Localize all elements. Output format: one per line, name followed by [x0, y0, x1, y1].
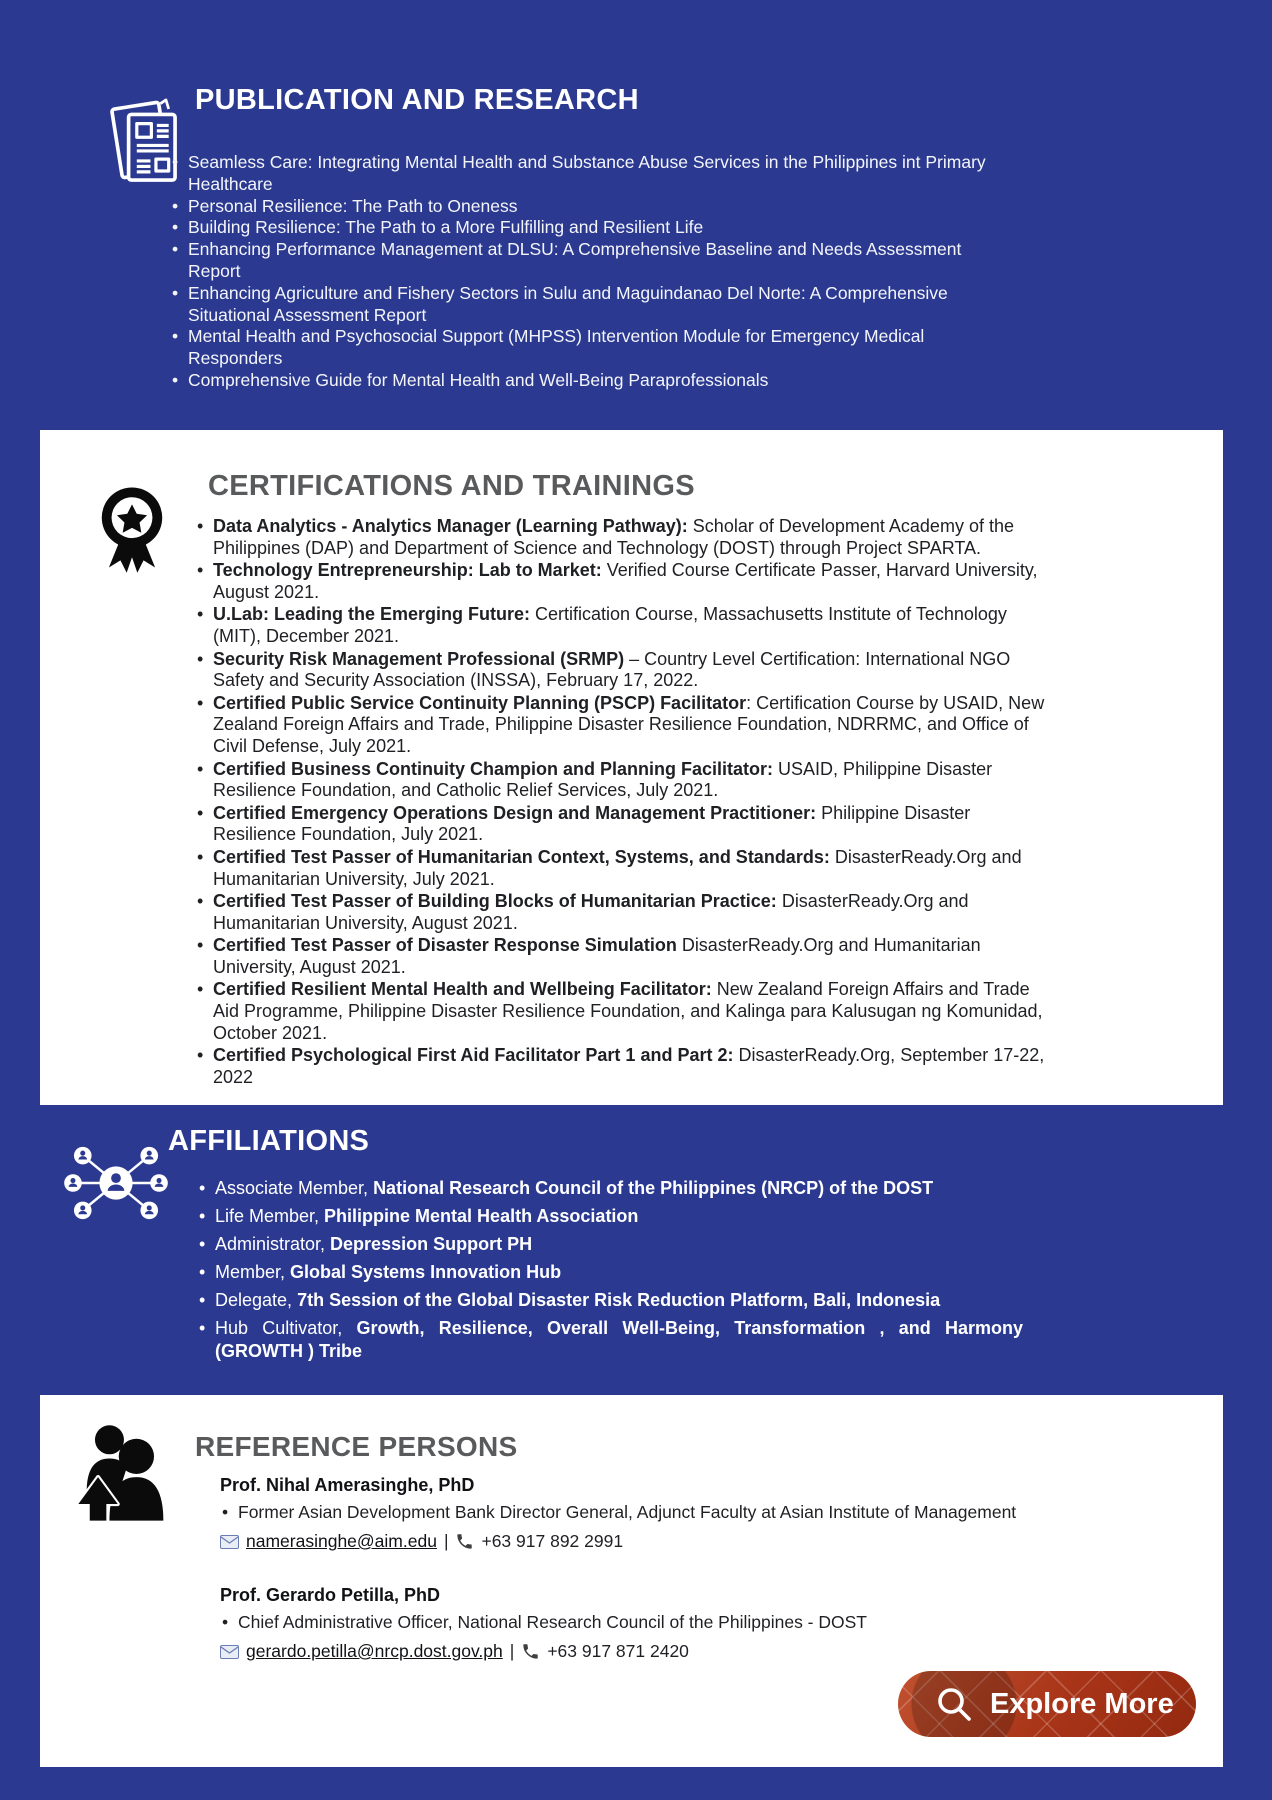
people-icon — [68, 1417, 182, 1531]
affiliation-item: • Associate Member, National Research Council of the Philippines (NRCP) of the DOST — [197, 1177, 1097, 1200]
publication-item: • Enhancing Agriculture and Fishery Sectors in Sulu and Maguindanao Del Norte: A Comprehensive Situational Assessment Report — [170, 283, 1018, 327]
affiliations-list — [197, 1177, 1097, 1368]
phone-number: +63 917 892 2991 — [481, 1531, 624, 1551]
certification-item: • Certified Test Passer of Humanitarian Context, Systems, and Standards: DisasterReady.Org and Humanitarian University, July 2021. — [195, 847, 1057, 890]
affiliation-item: • Life Member, Philippine Mental Health Association — [197, 1205, 1097, 1228]
person-name: Prof. Nihal Amerasinghe, PhD — [220, 1475, 475, 1495]
phone-icon — [521, 1642, 540, 1661]
award-ribbon-icon — [92, 480, 172, 582]
contact-separator: | — [443, 1531, 449, 1551]
explore-more-button[interactable] — [898, 1671, 1196, 1737]
certification-item: • Certified Business Continuity Champion and Planning Facilitator: USAID, Philippine Disaster Resilience Foundation, and Catholic Relief Services, July 2021. — [195, 759, 1057, 802]
certification-item: • Certified Public Service Continuity Planning (PSCP) Facilitator: Certification Course by USAID, New Zealand Foreign Affairs and Trade, Philippine Disaster Resilience Foundation, NDRRMC, and Office of Civil Defense, July 2021. — [195, 693, 1057, 758]
publications-title: PUBLICATION AND RESEARCH — [195, 84, 639, 116]
phone-number: +63 917 871 2420 — [547, 1641, 689, 1661]
affiliation-item: • Hub Cultivator, Growth, Resilience, Overall Well-Being, Transformation , and Harmony (GROWTH ) Tribe — [197, 1317, 1023, 1363]
certification-item: • Security Risk Management Professional (SRMP) – Country Level Certification: International NGO Safety and Security Association (INSSA), February 17, 2022. — [195, 649, 1057, 692]
publications-list — [170, 152, 1018, 392]
person-role: • Chief Administrative Officer, National Research Council of the Philippines - DOST — [220, 1612, 1120, 1633]
certification-item: • Data Analytics - Analytics Manager (Learning Pathway): Scholar of Development Academy of the Philippines (DAP) and Department of Science and Technology (DOST) through Project SPARTA. — [195, 516, 1057, 559]
person-role: • Former Asian Development Bank Director General, Adjunct Faculty at Asian Institute of Management — [220, 1502, 1120, 1523]
affiliation-item: • Administrator, Depression Support PH — [197, 1233, 1097, 1256]
publication-item: • Enhancing Performance Management at DLSU: A Comprehensive Baseline and Needs Assessment Report — [170, 239, 1018, 283]
certification-item: • Certified Psychological First Aid Facilitator Part 1 and Part 2: DisasterReady.Org, September 17-22, 2022 — [195, 1045, 1057, 1088]
email-link[interactable]: namerasinghe@aim.edu — [246, 1531, 437, 1551]
references-card — [40, 1395, 1223, 1767]
certification-item: • Certified Test Passer of Building Blocks of Humanitarian Practice: DisasterReady.Org and Humanitarian University, August 2021. — [195, 891, 1057, 934]
references-title: REFERENCE PERSONS — [195, 1431, 518, 1462]
certifications-title: CERTIFICATIONS AND TRAININGS — [208, 470, 695, 502]
certification-item: • U.Lab: Leading the Emerging Future: Certification Course, Massachusetts Institute of Technology (MIT), December 2021. — [195, 604, 1057, 647]
reference-person — [220, 1475, 1120, 1552]
explore-more-label: Explore More — [990, 1687, 1174, 1720]
certification-item: • Certified Emergency Operations Design and Management Practitioner: Philippine Disaster Resilience Foundation, July 2021. — [195, 803, 1057, 846]
certification-item: • Technology Entrepreneurship: Lab to Market: Verified Course Certificate Passer, Harvard University, August 2021. — [195, 560, 1057, 603]
email-link[interactable]: gerardo.petilla@nrcp.dost.gov.ph — [246, 1641, 503, 1661]
reference-person — [220, 1585, 1120, 1662]
publication-item: • Personal Resilience: The Path to Oneness — [170, 196, 1018, 218]
certifications-card — [40, 430, 1223, 1105]
person-contact — [220, 1531, 1120, 1552]
certification-item: • Certified Test Passer of Disaster Response Simulation DisasterReady.Org and Humanitarian University, August 2021. — [195, 935, 1057, 978]
person-name: Prof. Gerardo Petilla, PhD — [220, 1585, 441, 1605]
affiliations-title: AFFILIATIONS — [168, 1125, 370, 1157]
network-icon — [62, 1139, 170, 1227]
publication-item: • Mental Health and Psychosocial Support (MHPSS) Intervention Module for Emergency Medical Responders — [170, 326, 1018, 370]
mail-icon — [220, 1645, 239, 1659]
affiliation-item: • Delegate, 7th Session of the Global Disaster Risk Reduction Platform, Bali, Indonesia — [197, 1289, 1097, 1312]
search-icon — [936, 1686, 973, 1723]
person-contact — [220, 1641, 1120, 1662]
publication-item: • Comprehensive Guide for Mental Health and Well-Being Paraprofessionals — [170, 370, 1018, 392]
contact-separator: | — [509, 1641, 515, 1661]
publication-item: • Building Resilience: The Path to a More Fulfilling and Resilient Life — [170, 217, 1018, 239]
affiliation-item: • Member, Global Systems Innovation Hub — [197, 1261, 1097, 1284]
certification-item: • Certified Resilient Mental Health and Wellbeing Facilitator: New Zealand Foreign Affairs and Trade Aid Programme, Philippine Disaster Resilience Foundation, and Kalinga para Kalusugan ng Komunidad, October 2021. — [195, 979, 1057, 1044]
mail-icon — [220, 1535, 239, 1549]
publication-item: • Seamless Care: Integrating Mental Health and Substance Abuse Services in the Philippines int Primary Healthcare — [170, 152, 1018, 196]
phone-icon — [455, 1532, 474, 1551]
affiliations-section — [0, 1105, 1272, 1395]
certifications-list — [195, 516, 1057, 1089]
